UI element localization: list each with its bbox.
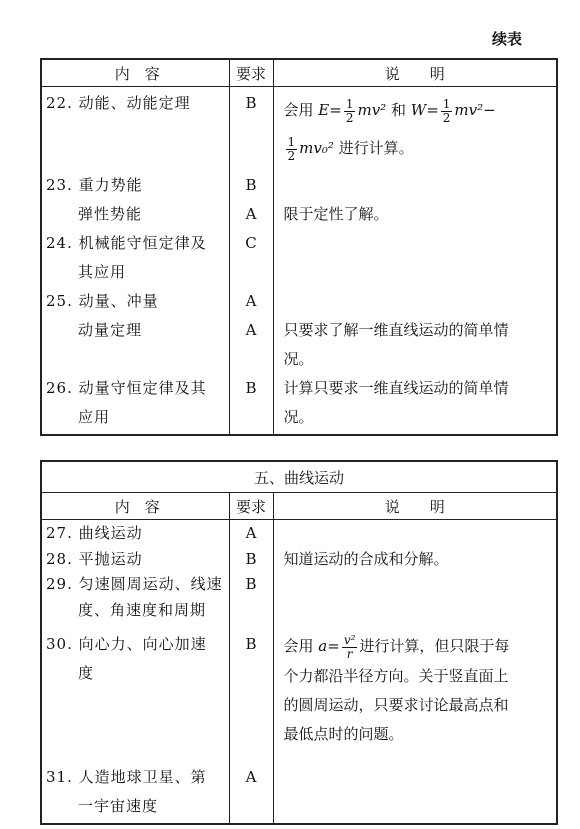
table-row: 26. 动量守恒定律及其 应用 B 计算只要求一维直线运动的简单情 况。 (41, 374, 557, 435)
row-content: 22. 动能、动能定理 (46, 94, 191, 112)
curvilinear-motion-table (40, 460, 558, 825)
row-req: B (245, 94, 257, 112)
table-header-row (41, 59, 557, 87)
table-row: 29. 匀速圆周运动、线速 度、角速度和周期 B (41, 572, 557, 624)
header-content: 内 容 (41, 59, 229, 87)
table-row: 25. 动量、冲量 动量定理 A A 只要求了解一维直线运动的简单情 况。 (41, 287, 557, 374)
table-row (41, 87, 557, 171)
table-row: 30. 向心力、向心加速 度 B 会用 a= $\frac{\text{v²}}{r}$ 进行计算，但只限于每 个力都沿半径方向。关于竖直面上 的圆周运动，只要求讨论最高点和 最低点时的问题。 (41, 624, 557, 763)
table-row: 24. 机械能守恒定律及 其应用 C (41, 229, 557, 287)
header-requirement: 要求 (229, 493, 273, 520)
section-title: 五、曲线运动 (41, 461, 557, 493)
formula-30: 会用 a= $\frac{\text{v²}}{r}$ 进行计算，但只限于每 个力都沿半径方向。关于竖直面上 的圆周运动，只要求讨论最高点和 最低点时的问题。 (283, 632, 510, 743)
header-content: 内 容 (41, 493, 229, 520)
table-row: 23. 重力势能 弹性势能 B A 限于定性了解。 (41, 171, 557, 229)
header-explanation: 说 明 (273, 493, 557, 520)
table-row: 31. 人造地球卫星、第 一宇宙速度 A (41, 763, 557, 824)
header-requirement: 要求 (229, 59, 273, 87)
table-row: 27. 曲线运动 A (41, 520, 557, 547)
header-explanation: 说 明 (273, 59, 557, 87)
table-row: 28. 平抛运动 B 知道运动的合成和分解。 (41, 546, 557, 572)
table-header-row (41, 493, 557, 520)
continued-label: 续表 (491, 30, 522, 48)
formula-22: 会用 E= $\frac{1}{2}$ mv² 和 W= $\frac{1}{2}$ mv²− $\frac{1}{2}$ mv₀² 进行计算。 (283, 96, 496, 163)
requirements-table-continued (40, 58, 558, 436)
